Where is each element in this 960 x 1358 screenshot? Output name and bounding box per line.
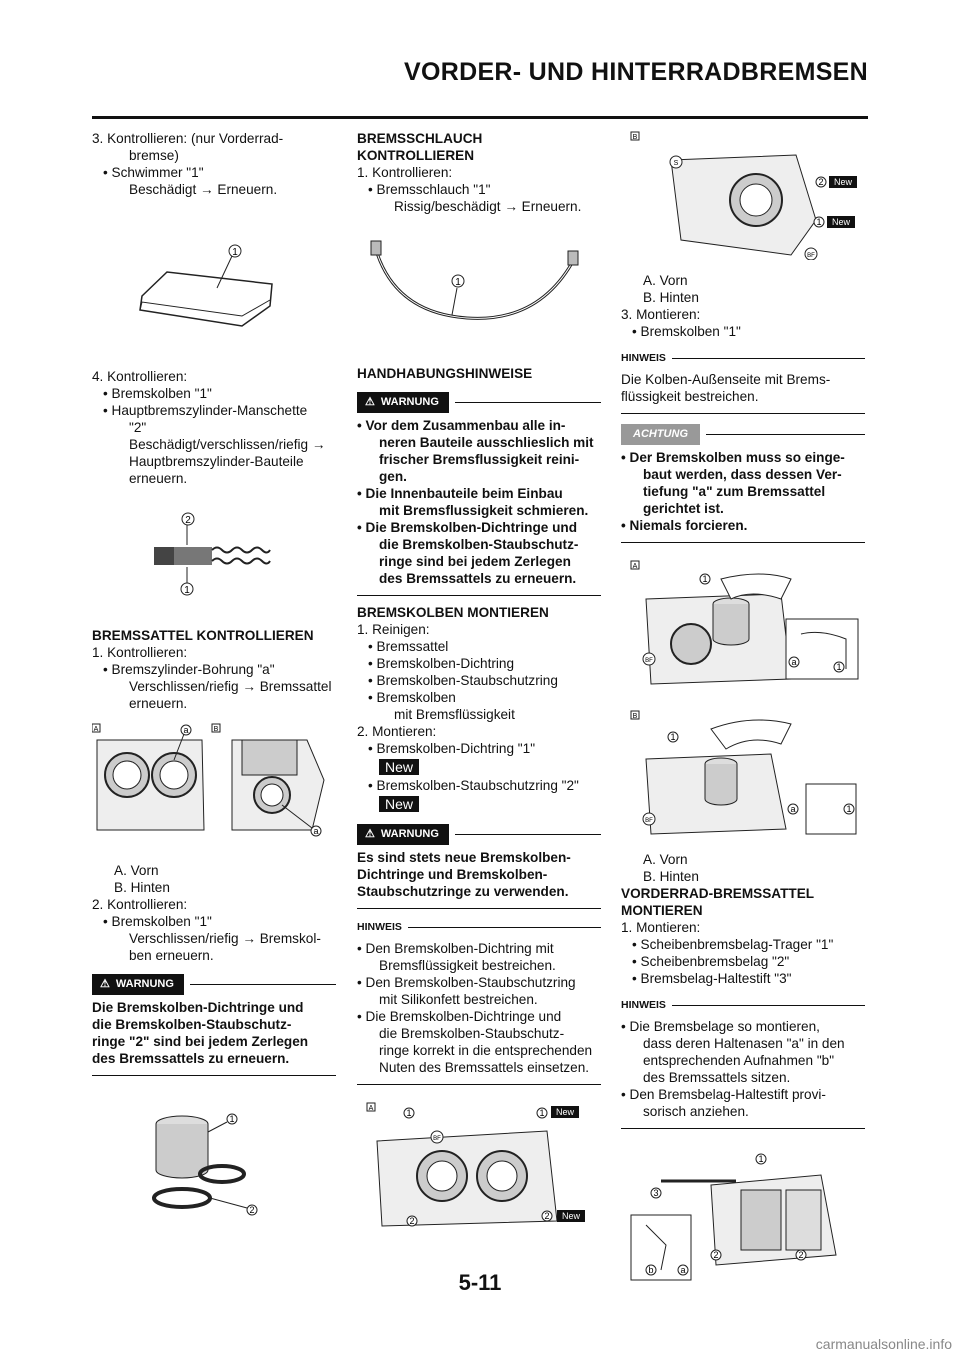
- caption: A. Vorn: [643, 852, 688, 867]
- note-text: sorisch anziehen.: [643, 1104, 749, 1119]
- step-text: • Bremskolben-Dichtring "1": [368, 741, 536, 756]
- step-text: 1. Kontrollieren:: [357, 165, 453, 180]
- hinweis-label: HINWEIS: [621, 999, 666, 1011]
- step-text: Beschädigt/verschlissen/riefig →: [129, 437, 326, 452]
- note-text: flüssigkeit bestreichen.: [621, 389, 759, 404]
- figure-label: a: [183, 725, 189, 735]
- page-number: 5-11: [458, 1270, 502, 1295]
- step-text: • Bremskolben "1": [103, 914, 212, 929]
- figure-label: 1: [670, 732, 676, 742]
- column-1: [92, 130, 336, 1234]
- step-text: 1. Reinigen:: [357, 622, 430, 637]
- note-text: die Bremskolben-Staubschutz-: [379, 1026, 565, 1041]
- figure-label: A: [368, 1105, 374, 1112]
- divider: [357, 908, 601, 909]
- step-text: • Bremskolben-Staubschutzring: [368, 673, 558, 688]
- step-text: Verschlissen/riefig → Bremskol-: [129, 931, 321, 946]
- step-text: erneuern.: [129, 471, 188, 486]
- warning-label: WARNUNG: [380, 828, 439, 840]
- new-badge: New: [379, 759, 419, 775]
- divider: [672, 358, 865, 359]
- step-text: • Bremsbelag-Haltestift "3": [632, 971, 792, 986]
- divider: [621, 542, 865, 543]
- figure-label: 1: [184, 585, 190, 596]
- caption: B. Hinten: [643, 290, 699, 305]
- divider: [357, 1084, 601, 1085]
- step-text: 4. Kontrollieren:: [92, 369, 188, 384]
- step-text: • Hauptbremszylinder-Manschette: [103, 403, 308, 418]
- note-text: • Die Bremskolben-Dichtringe und: [357, 1009, 562, 1024]
- warning-text: neren Bauteile ausschlieslich mit: [379, 435, 594, 450]
- warning-text: gen.: [379, 469, 407, 484]
- figure-label: A: [632, 563, 638, 570]
- note-text: • Die Bremsbelage so montieren,: [621, 1019, 820, 1034]
- warning-text: des Bremssattels zu erneuern.: [379, 571, 577, 586]
- step-text: mit Bremsflüssigkeit: [394, 707, 515, 722]
- warning-text: Dichtringe und Bremskolben-: [357, 867, 548, 882]
- divider: [672, 1005, 865, 1006]
- figure-label: BF: [433, 1136, 441, 1142]
- brake-pad-install-figure: [621, 1145, 865, 1285]
- hinweis-header: [621, 350, 865, 367]
- note-text: • Den Bremskolben-Staubschutzring: [357, 975, 576, 990]
- divider: [357, 595, 601, 596]
- page-title: VORDER- UND HINTERRADBREMSEN: [404, 58, 868, 86]
- step-text: • Bremskolben-Dichtring: [368, 656, 515, 671]
- note-text: dass deren Haltenasen "a" in den: [643, 1036, 845, 1051]
- warning-text: mit Bremsflussigkeit schmieren.: [379, 503, 589, 518]
- note-text: entsprechenden Aufnahmen "b": [643, 1053, 835, 1068]
- new-badge: New: [379, 796, 419, 812]
- step-text: 3. Kontrollieren: (nur Vorderrad-: [92, 131, 284, 146]
- figure-label: 1: [406, 1108, 412, 1118]
- figure-label: 3: [653, 1188, 659, 1198]
- warning-text: • Die Bremskolben-Dichtringe und: [357, 520, 578, 535]
- piston-install-front-figure: [621, 559, 865, 689]
- step-text: bremse): [129, 148, 179, 163]
- figure-label: 2: [544, 1211, 550, 1221]
- warning-icon: ⚠: [100, 978, 110, 990]
- warning-icon: ⚠: [365, 396, 375, 408]
- caution-text: baut werden, dass dessen Ver-: [643, 467, 842, 482]
- divider: [408, 927, 601, 928]
- figure-label: A: [93, 726, 99, 733]
- note-text: ringe korrekt in die entsprechenden: [379, 1043, 593, 1058]
- figure-label: 1: [816, 217, 822, 227]
- column-2: [357, 130, 601, 1253]
- caution-text: • Niemals forcieren.: [621, 518, 748, 533]
- section-heading: VORDERRAD-BREMSSATTEL: [621, 886, 815, 901]
- step-text: 1. Montieren:: [621, 920, 701, 935]
- note-text: Bremsflüssigkeit bestreichen.: [379, 958, 556, 973]
- section-heading: BREMSSATTEL KONTROLLIEREN: [92, 628, 314, 643]
- divider: [190, 984, 336, 985]
- piston-cup-figure: [92, 495, 336, 615]
- figure-label: B: [213, 726, 219, 733]
- float-figure: [92, 206, 336, 356]
- note-text: Nuten des Bremssattels einsetzen.: [379, 1060, 590, 1075]
- step-text: 1. Kontrollieren:: [92, 645, 188, 660]
- step-text: • Bremskolben "1": [632, 324, 741, 339]
- step-text: erneuern.: [129, 696, 188, 711]
- achtung-badge: ACHTUNG: [621, 424, 700, 445]
- figure-label: 2: [713, 1250, 719, 1260]
- caliper-assembly-figure: [357, 1101, 601, 1241]
- figure-label: New: [555, 1107, 575, 1117]
- brake-hose-figure: [357, 223, 601, 353]
- figure-label: a: [790, 804, 796, 814]
- figure-label: B: [632, 134, 638, 141]
- warning-header: [357, 392, 601, 413]
- step-text: "2": [129, 420, 147, 435]
- step-text: • Bremssattel: [368, 639, 449, 654]
- step-text: Hauptbremszylinder-Bauteile: [129, 454, 304, 469]
- figure-label: 1: [758, 1154, 764, 1164]
- caution-text: • Der Bremskolben muss so einge-: [621, 450, 845, 465]
- warning-text: • Die Innenbauteile beim Einbau: [357, 486, 563, 501]
- caption: A. Vorn: [114, 863, 159, 878]
- hinweis-label: HINWEIS: [621, 352, 666, 364]
- section-heading: BREMSSCHLAUCH: [357, 131, 483, 146]
- note-text: Die Kolben-Außenseite mit Brems-: [621, 372, 831, 387]
- step-text: Beschädigt → Erneuern.: [129, 182, 278, 197]
- warning-badge: [92, 974, 184, 995]
- caution-text: gerichtet ist.: [643, 501, 724, 516]
- step-text: Rissig/beschädigt → Erneuern.: [394, 199, 582, 214]
- caption: A. Vorn: [643, 273, 688, 288]
- warning-icon: ⚠: [365, 828, 375, 840]
- divider: [92, 1075, 336, 1076]
- divider: [455, 834, 601, 835]
- hinweis-header: [357, 919, 601, 936]
- figure-label: New: [833, 177, 853, 187]
- figure-label: 1: [539, 1108, 545, 1118]
- warning-badge: [357, 824, 449, 845]
- figure-label: S: [673, 160, 679, 167]
- divider: [621, 413, 865, 414]
- figure-label: 2: [798, 1250, 804, 1260]
- step-text: • Schwimmer "1": [103, 165, 204, 180]
- footer-watermark: carmanualsonline.info: [815, 1336, 952, 1352]
- step-text: • Scheibenbremsbelag "2": [632, 954, 790, 969]
- figure-label: New: [561, 1211, 581, 1221]
- step-text: • Bremskolben "1": [103, 386, 212, 401]
- warning-text: die Bremskolben-Staubschutz-: [379, 537, 579, 552]
- figure-label: 1: [229, 1114, 235, 1124]
- figure-label: 1: [455, 277, 461, 288]
- step-text: 3. Montieren:: [621, 307, 701, 322]
- warning-text: des Bremssattels zu erneuern.: [92, 1051, 290, 1066]
- divider: [706, 434, 865, 435]
- warning-text: • Vor dem Zusammenbau alle in-: [357, 418, 566, 433]
- figure-label: 1: [232, 247, 238, 258]
- step-text: • Bremsschlauch "1": [368, 182, 491, 197]
- step-text: ben erneuern.: [129, 948, 214, 963]
- figure-label: a: [680, 1265, 686, 1275]
- step-text: • Bremszylinder-Bohrung "a": [103, 662, 275, 677]
- figure-label: 1: [836, 662, 842, 672]
- step-text: • Bremskolben: [368, 690, 456, 705]
- section-heading: MONTIEREN: [621, 903, 703, 918]
- step-text: Verschlissen/riefig → Bremssattel: [129, 679, 332, 694]
- section-heading: KONTROLLIEREN: [357, 148, 475, 163]
- warning-text: Staubschutzringe zu verwenden.: [357, 884, 569, 899]
- step-text: 2. Montieren:: [357, 724, 437, 739]
- warning-label: WARNUNG: [380, 396, 439, 408]
- note-text: des Bremssattels sitzen.: [643, 1070, 791, 1085]
- warning-header: [357, 824, 601, 845]
- warning-badge: [357, 392, 449, 413]
- note-text: • Den Bremskolben-Dichtring mit: [357, 941, 554, 956]
- step-text: 2. Kontrollieren:: [92, 897, 188, 912]
- caliper-bore-figure: [92, 720, 336, 850]
- section-heading: HANDHABUNGSHINWEISE: [357, 366, 533, 381]
- warning-text: frischer Bremsflussigkeit reini-: [379, 452, 580, 467]
- divider: [621, 1128, 865, 1129]
- column-3: [621, 130, 865, 1297]
- divider: [455, 402, 601, 403]
- figure-label: 2: [818, 177, 824, 187]
- hinweis-header: [621, 997, 865, 1014]
- caution-text: tiefung "a" zum Bremssattel: [643, 484, 826, 499]
- figure-label: New: [831, 217, 851, 227]
- figure-label: 1: [702, 574, 708, 584]
- figure-label: B: [632, 713, 638, 720]
- step-text: • Scheibenbremsbelag-Trager "1": [632, 937, 834, 952]
- figure-label: BF: [645, 818, 653, 824]
- hinweis-label: HINWEIS: [357, 921, 402, 933]
- warning-text: ringe "2" sind bei jedem Zerlegen: [92, 1034, 309, 1049]
- piston-install-rear-figure: [621, 709, 865, 839]
- rear-caliper-figure: [621, 130, 865, 260]
- achtung-header: [621, 424, 865, 445]
- note-text: • Den Bremsbelag-Haltestift provi-: [621, 1087, 826, 1102]
- figure-label: 2: [409, 1216, 415, 1226]
- caption: B. Hinten: [114, 880, 170, 895]
- warning-header: [92, 974, 336, 995]
- title-rule: [92, 116, 868, 119]
- seal-rings-figure: [92, 1092, 336, 1222]
- figure-label: 2: [185, 515, 191, 526]
- step-text: • Bremskolben-Staubschutzring "2": [368, 778, 579, 793]
- figure-label: b: [648, 1265, 654, 1275]
- warning-text: Die Bremskolben-Dichtringe und: [92, 1000, 304, 1015]
- caption: B. Hinten: [643, 869, 699, 884]
- warning-text: die Bremskolben-Staubschutz-: [92, 1017, 292, 1032]
- figure-label: a: [313, 826, 319, 836]
- figure-label: 2: [249, 1205, 255, 1215]
- figure-label: BF: [807, 253, 815, 259]
- figure-label: BF: [645, 658, 653, 664]
- section-heading: BREMSKOLBEN MONTIEREN: [357, 605, 549, 620]
- figure-label: 1: [846, 804, 852, 814]
- note-text: mit Silikonfett bestreichen.: [379, 992, 538, 1007]
- warning-text: ringe sind bei jedem Zerlegen: [379, 554, 571, 569]
- figure-label: a: [791, 657, 797, 667]
- warning-text: Es sind stets neue Bremskolben-: [357, 850, 571, 865]
- warning-label: WARNUNG: [115, 978, 174, 990]
